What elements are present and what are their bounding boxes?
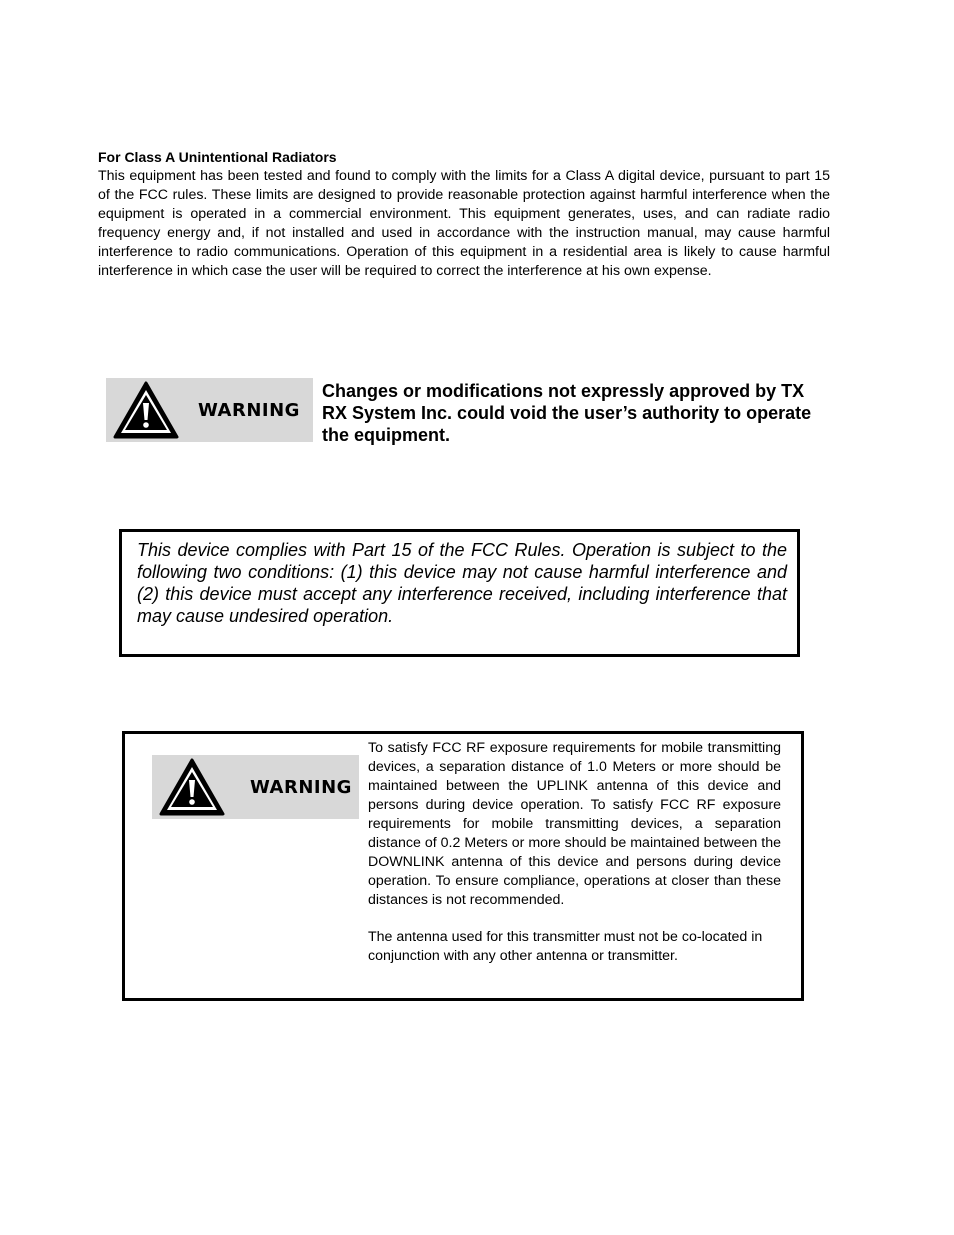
warning-text: Changes or modifications not expressly approved by TX RX System Inc. could void the user’s authority to operate the equipment.	[322, 381, 812, 445]
class-a-paragraph: This equipment has been tested and found to comply with the limits for a Class A digital device, pursuant to part 15 of the FCC rules. These limits are designed to provide reasonable protection against harmful interference when the equipment is operated in a commercial environment. This equipment generates, uses, and can radiate radio frequency energy and, if not installed and used in accordance with the instruction manual, may cause harmful interference to radio communications. Operation of this equipment in a residential area is likely to cause harmful interference in which case the user will be required to correct the interference at his own expense.	[98, 168, 830, 279]
warning-label: WARNING	[250, 776, 352, 798]
antenna-colocation-paragraph: The antenna used for this transmitter must not be co-located in conjunction with any other antenna or transmitter.	[368, 929, 763, 964]
warning-label: WARNING	[198, 399, 300, 421]
fcc-part15-statement: This device complies with Part 15 of the FCC Rules. Operation is subject to the following two conditions: (1) this device may not cause harmful interference and (2) this device must accept any interference received, including interference that may cause undesired operation.	[137, 540, 787, 626]
warning-badge	[152, 755, 359, 819]
warning-triangle-icon	[112, 380, 180, 440]
rf-exposure-text	[368, 739, 781, 966]
section-title: For Class A Unintentional Radiators	[98, 149, 337, 165]
warning-triangle-icon	[158, 757, 226, 817]
warning-badge	[106, 378, 313, 442]
rf-exposure-paragraph: To satisfy FCC RF exposure requirements for mobile transmitting devices, a separation distance of 1.0 Meters or more should be maintained between the UPLINK antenna of this device and persons during device operation. To satisfy FCC RF exposure requirements for mobile transmitting devices, a separation distance of 0.2 Meters or more should be maintained between the DOWNLINK antenna of this device and persons during device operation. To ensure compliance, operations at closer than these distances is not recommended.	[368, 740, 781, 908]
